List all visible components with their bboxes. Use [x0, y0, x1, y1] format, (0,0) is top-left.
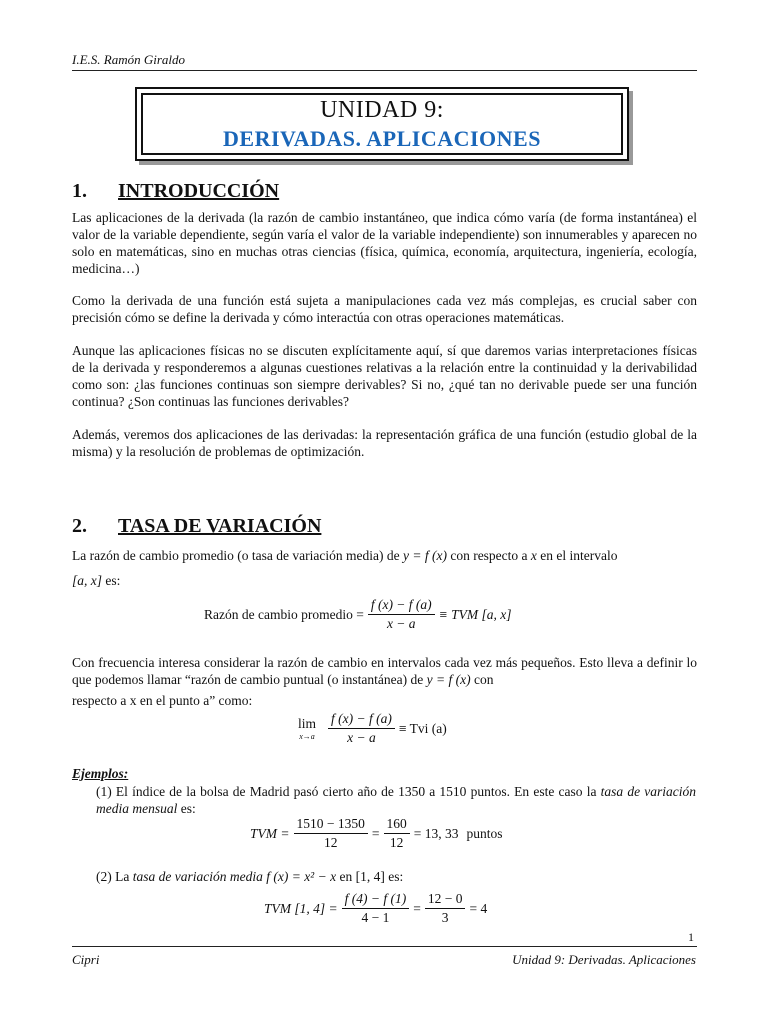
title-box: [135, 87, 629, 161]
denominator: 3: [441, 910, 449, 925]
intro-paragraph-2: Como la derivada de una función está sujeta a manipulaciones cada vez más complejas, es crucial saber con precisión cómo se define la derivada y cómo interactúa con otras operaciones matemáticas.: [72, 293, 697, 325]
tasa-line-1: [72, 547, 697, 564]
intro-paragraph-4: Además, veremos dos aplicaciones de las derivadas: la representación gráfica de una función (estudio global de la misma) y la resolución de problemas de optimización.: [72, 427, 697, 459]
eq-result: = 13, 33: [413, 825, 459, 841]
denominator: 12: [389, 835, 404, 850]
unit: puntos: [466, 825, 503, 841]
function-expr: y = f (x): [402, 548, 447, 563]
eq-lhs: TVM [1, 4] =: [264, 900, 338, 916]
lim-sub: x→a: [299, 732, 315, 741]
numerator: f (4) − f (1): [342, 891, 410, 909]
numerator: f (x) − f (a): [368, 597, 435, 615]
section-number: 1.: [72, 180, 87, 202]
lim-text: lim: [298, 716, 317, 731]
eq-label: Razón de cambio promedio =: [204, 606, 364, 622]
equals: =: [371, 825, 380, 841]
text: es:: [388, 869, 404, 884]
fraction: [368, 597, 435, 632]
eq-lhs: TVM =: [250, 825, 290, 841]
numerator: 1510 − 1350: [294, 816, 368, 834]
text: con: [473, 672, 494, 687]
limit-operator: [298, 716, 316, 741]
eq-rhs: ≡ TVM [a, x]: [438, 606, 512, 622]
denominator: x − a: [347, 730, 376, 745]
denominator: x − a: [386, 616, 416, 631]
footer-rule: [72, 946, 697, 947]
text: (1) El índice de la bolsa de Madrid pasó cierto año de 1350 a 1510 puntos. En este caso la: [96, 784, 597, 799]
denominator: 4 − 1: [361, 910, 390, 925]
section-heading-introduccion: [72, 180, 279, 203]
header-school: I.E.S. Ramón Giraldo: [72, 52, 186, 67]
fraction: [342, 891, 410, 926]
equation-example-1: [250, 816, 503, 851]
equation-tvm: [204, 597, 512, 632]
footer-author: Cipri: [72, 952, 100, 967]
section-number: 2.: [72, 515, 87, 537]
ejemplos-heading: Ejemplos:: [72, 766, 129, 781]
text: con respecto a: [450, 548, 528, 563]
equation-limit: [298, 711, 447, 746]
numerator: 12 − 0: [425, 891, 466, 909]
example-2: [96, 868, 696, 885]
section-label: INTRODUCCIÓN: [118, 180, 280, 202]
var-x: x: [530, 548, 537, 563]
text: es:: [180, 801, 196, 816]
text: en: [339, 869, 353, 884]
text: La razón de cambio promedio (o tasa de variación media) de: [72, 548, 400, 563]
unit-title: UNIDAD 9:: [320, 97, 444, 123]
interval-expr: [1, 4]: [355, 869, 385, 884]
tasa-paragraph-3: respecto a x en el punto a” como:: [72, 693, 253, 708]
denominator: 12: [323, 835, 338, 850]
italic-text: tasa de variación media mensual: [96, 784, 696, 816]
interval-expr: [a, x]: [72, 573, 102, 588]
intro-paragraph-3: Aunque las aplicaciones físicas no se discuten explícitamente aquí, sí que daremos varias interpretaciones físicas de la derivada y responderemos a algunas cuestiones relativas a la relación entre la continuidad y la derivabilidad como son: ¿las funciones continuas son siempre derivables? Si no, ¿qué tan no derivable puede ser una función continua? ¿Son continuas las funciones derivables?: [72, 343, 697, 409]
section-label: TASA DE VARIACIÓN: [118, 515, 322, 537]
numerator: 160: [384, 816, 410, 834]
page-number: 1: [688, 930, 694, 944]
fraction: [328, 711, 395, 746]
section-heading-tasa: [72, 515, 321, 538]
fraction: [294, 816, 368, 851]
text: es:: [105, 573, 121, 588]
tasa-paragraph-2: [72, 654, 697, 688]
tasa-line-2: [72, 572, 697, 589]
header-rule: [72, 70, 697, 71]
eq-result: = 4: [469, 900, 488, 916]
function-expr: y = f (x): [426, 672, 471, 687]
intro-paragraph-1: Las aplicaciones de la derivada (la razón de cambio instantáneo, que indica cómo varía (de forma instantánea) el valor de la variable dependiente, según varía el valor de la variable independiente) son innumerables y aparecen no solo en matemáticas, sino en muchas otras ciencias (física, química, economía, arquitectura, ingeniería, ecología, medicina…): [72, 210, 697, 276]
italic-text: tasa de variación media: [132, 869, 263, 884]
text: Con frecuencia interesa considerar la razón de cambio en intervalos cada vez más pequeños. Esto lleva a definir lo que podemos llamar “razón de cambio puntual (o instantánea) de: [72, 655, 697, 687]
numerator: f (x) − f (a): [328, 711, 395, 729]
fraction: [425, 891, 466, 926]
equals: =: [413, 900, 421, 916]
unit-subtitle: DERIVADAS. APLICACIONES: [223, 126, 541, 151]
fraction: [384, 816, 410, 851]
text: en el intervalo: [540, 548, 618, 563]
equation-example-2: [264, 891, 487, 926]
example-1: [96, 783, 696, 817]
eq-rhs: ≡ Tvi (a): [398, 720, 447, 736]
function-expr: f (x) = x² − x: [266, 869, 337, 884]
footer-title: Unidad 9: Derivadas. Aplicaciones: [512, 952, 696, 967]
text: (2) La: [96, 869, 130, 884]
